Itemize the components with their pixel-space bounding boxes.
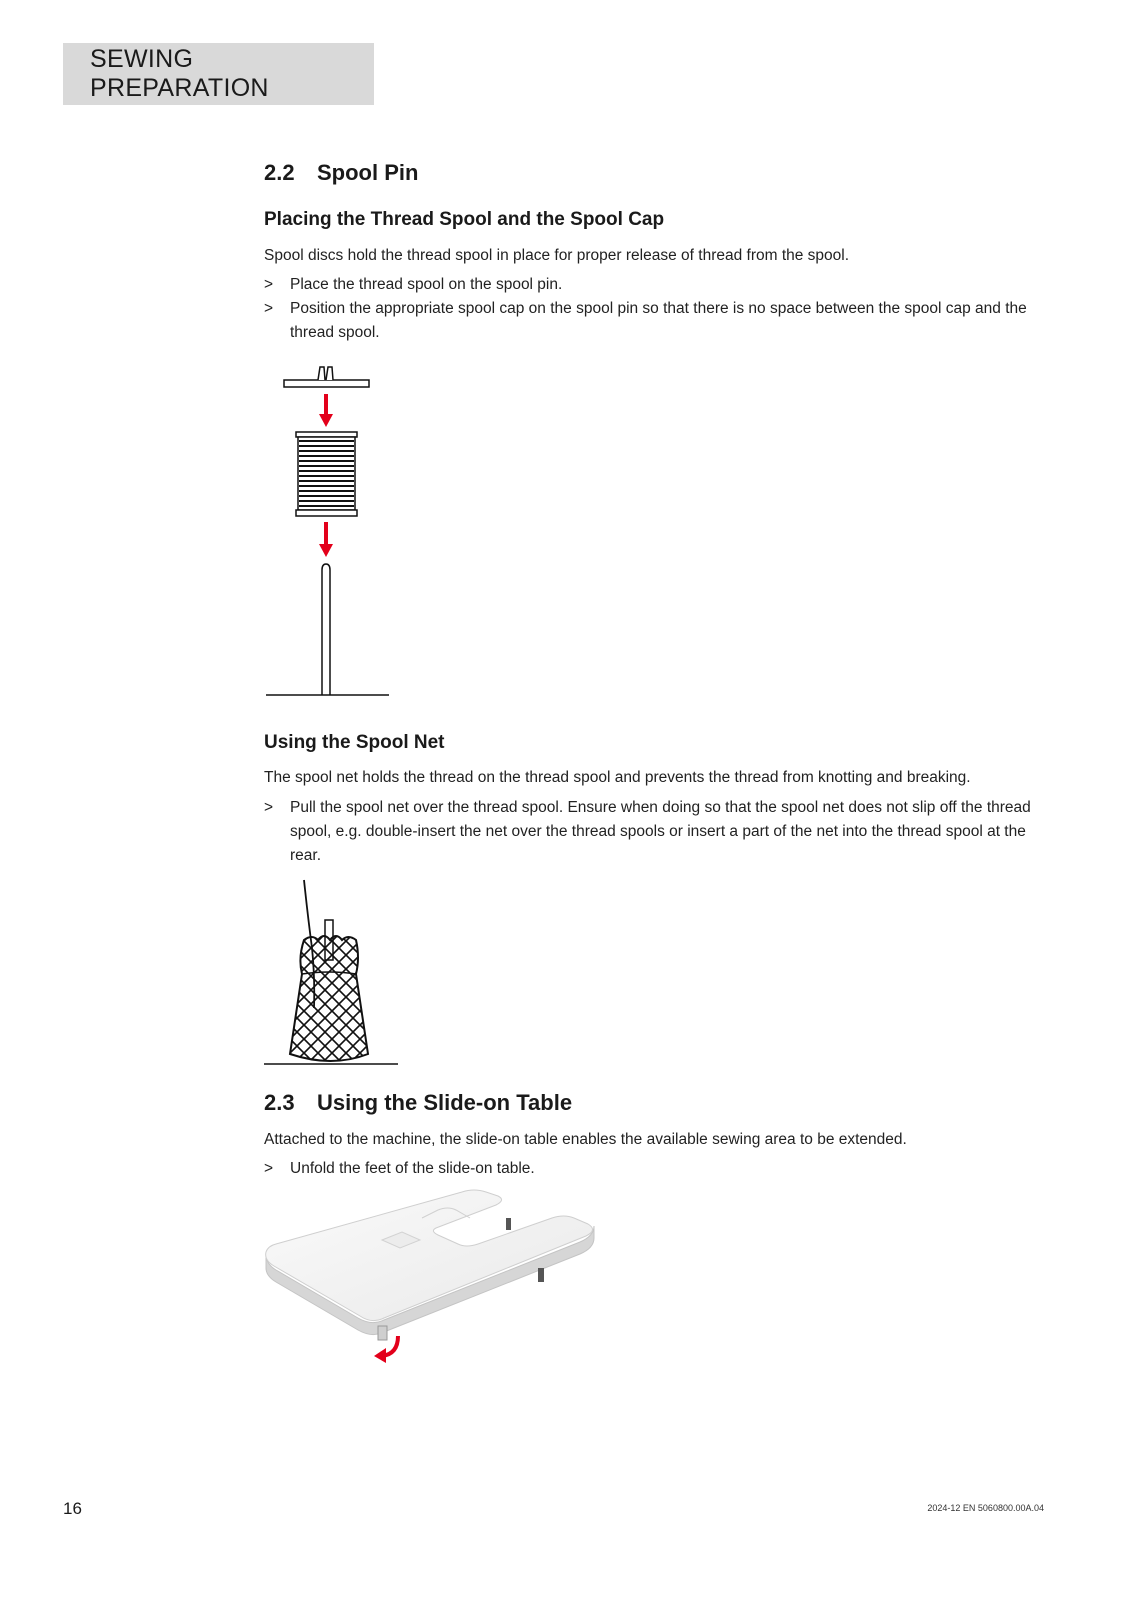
spool-net-icon — [290, 936, 368, 1061]
section-number: 2.3 — [264, 1090, 295, 1115]
slide-on-table-illustration — [262, 1188, 602, 1368]
spool-cap-icon — [284, 367, 369, 387]
instruction-step — [264, 796, 1054, 868]
step-text: Position the appropriate spool cap on the spool pin so that there is no space between the spool cap and the thread spool. — [290, 300, 1027, 341]
intro-paragraph: Spool discs hold the thread spool in place for proper release of thread from the spool. — [264, 247, 850, 264]
intro-paragraph: Attached to the machine, the slide-on table enables the available sewing area to be extended. — [264, 1131, 907, 1148]
subsection-heading-placing-spool: Placing the Thread Spool and the Spool Cap — [264, 209, 665, 230]
step-marker: > — [264, 300, 274, 317]
thread-spool-icon — [296, 432, 357, 516]
down-arrow-icon — [319, 394, 333, 427]
spool-pin-icon — [266, 564, 389, 695]
section-header-label: SEWING PREPARATION — [90, 45, 269, 102]
instruction-step — [264, 1157, 1054, 1181]
step-text: Pull the spool net over the thread spool. Ensure when doing so that the spool net does not slip off the thread spool, e.g. double-insert the net over the thread spools or insert a part of the net into the thread spool at the rear. — [290, 799, 1031, 864]
intro-paragraph: The spool net holds the thread on the thread spool and prevents the thread from knotting and breaking. — [264, 769, 971, 786]
page-number: 16 — [63, 1499, 82, 1518]
subsection-heading-spool-net: Using the Spool Net — [264, 732, 445, 753]
document-code: 2024-12 EN 5060800.00A.04 — [927, 1503, 1044, 1513]
instruction-step — [264, 297, 1054, 345]
down-arrow-icon — [319, 522, 333, 557]
instruction-step — [264, 273, 1054, 297]
table-icon — [266, 1190, 594, 1340]
section-title: Using the Slide-on Table — [317, 1090, 573, 1115]
spool-pin-illustration — [262, 360, 402, 700]
spool-net-illustration — [262, 878, 402, 1068]
section-heading-2-2 — [264, 160, 418, 186]
section-header — [63, 43, 374, 105]
section-heading-2-3 — [264, 1090, 572, 1116]
section-title: Spool Pin — [317, 160, 419, 185]
step-marker: > — [264, 1160, 274, 1177]
step-text: Place the thread spool on the spool pin. — [290, 276, 563, 293]
step-marker: > — [264, 799, 274, 816]
step-text: Unfold the feet of the slide-on table. — [290, 1160, 535, 1177]
step-marker: > — [264, 276, 274, 293]
section-number: 2.2 — [264, 160, 295, 185]
